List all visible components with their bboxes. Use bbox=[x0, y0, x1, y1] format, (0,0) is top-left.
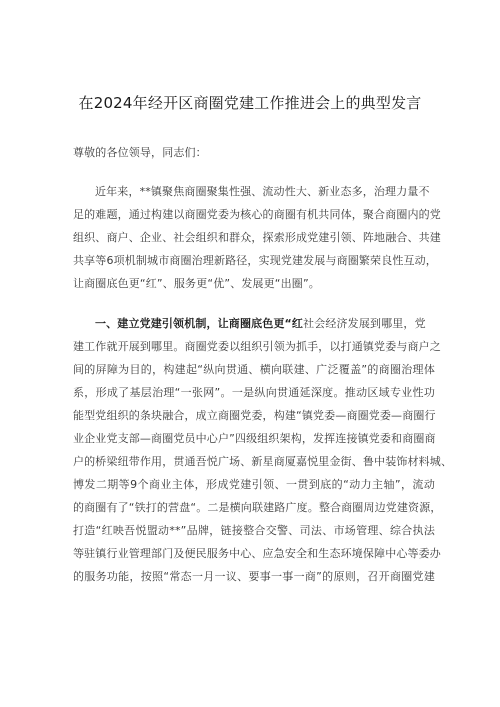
section-heading: 一、建立党建引领机制，让商圈底色更“红 bbox=[95, 317, 304, 330]
document-title: 在2024年经开区商圈党建工作推进会上的典型发言 bbox=[78, 94, 422, 112]
paragraph-2-line-9: 的商圈有了“铁打的营盘“。二是横向联建路广度。整合商圈周边党建资源， bbox=[73, 501, 442, 514]
paragraph-2-line-10: 打造“红映吾悦盟动**”品牌，链接整合交警、司法、市场管理、综合执法 bbox=[73, 524, 435, 537]
paragraph-1-line-4: 共享等6项机制城市商圈治理新路径，实现党建发展与商圈繁荣良性互动， bbox=[73, 254, 437, 267]
paragraph-1-line-3: 组织、商户、企业、社会组织和群众，探索形成党建引领、阵地融合、共建 bbox=[73, 231, 441, 244]
paragraph-2-line-7: 户的桥梁纽带作用，贯通吾悦广场、新星商厦嘉悦里金街、鲁中装饰材料城、 bbox=[73, 455, 453, 468]
paragraph-1-line-2: 足的难题，通过构建以商圈党委为核心的商圈有机共同体，聚合商圈内的党 bbox=[73, 208, 441, 221]
paragraph-2-line-6: 业企业党支部—商圈党员中心户”四级组织架构，发挥连接镇党委和商圈商 bbox=[73, 432, 436, 445]
paragraph-2-line-5: 能型党组织的条块融合，成立商圈党委，构建“镇党委—商圈党委—商圈行 bbox=[73, 409, 436, 422]
salutation: 尊敬的各位领导，同志们： bbox=[73, 146, 207, 159]
paragraph-1-line-1: 近年来，**镇聚焦商圈聚集性强、流动性大、新业态多，治理力量不 bbox=[95, 185, 430, 198]
paragraph-2-first-line bbox=[95, 316, 426, 332]
paragraph-2-line-3: 间的屏障为目的，构建起“纵向贯通、横向联建、广泛覆盖”的商圈治理体 bbox=[73, 363, 435, 376]
paragraph-2-line-2: 建工作就开展到哪里。商圈党委以组织引领为抓手，以打通镇党委与商户之 bbox=[73, 340, 441, 353]
paragraph-2-line-8: 博发二期等9个商业主体，形成党建引领、一贯到底的“动力主轴”，流动 bbox=[73, 478, 435, 491]
paragraph-2-line-11: 等驻镇行业管理部门及便民服务中心、应急安全和生态环境保障中心等委办 bbox=[73, 547, 441, 560]
paragraph-2-line-1: 社会经济发展到哪里，党 bbox=[303, 317, 426, 330]
paragraph-2-line-4: 系，形成了基层治理“一张网”。一是纵向贯通延深度。推动区域专业性功 bbox=[73, 386, 435, 399]
paragraph-2-line-12: 的服务功能，按照“常态一月一议、要事一事一商”的原则，召开商圈党建 bbox=[73, 570, 435, 583]
paragraph-1-line-5: 让商圈底色更“红”、服务更“优”、发展更“出圈”。 bbox=[73, 277, 320, 290]
